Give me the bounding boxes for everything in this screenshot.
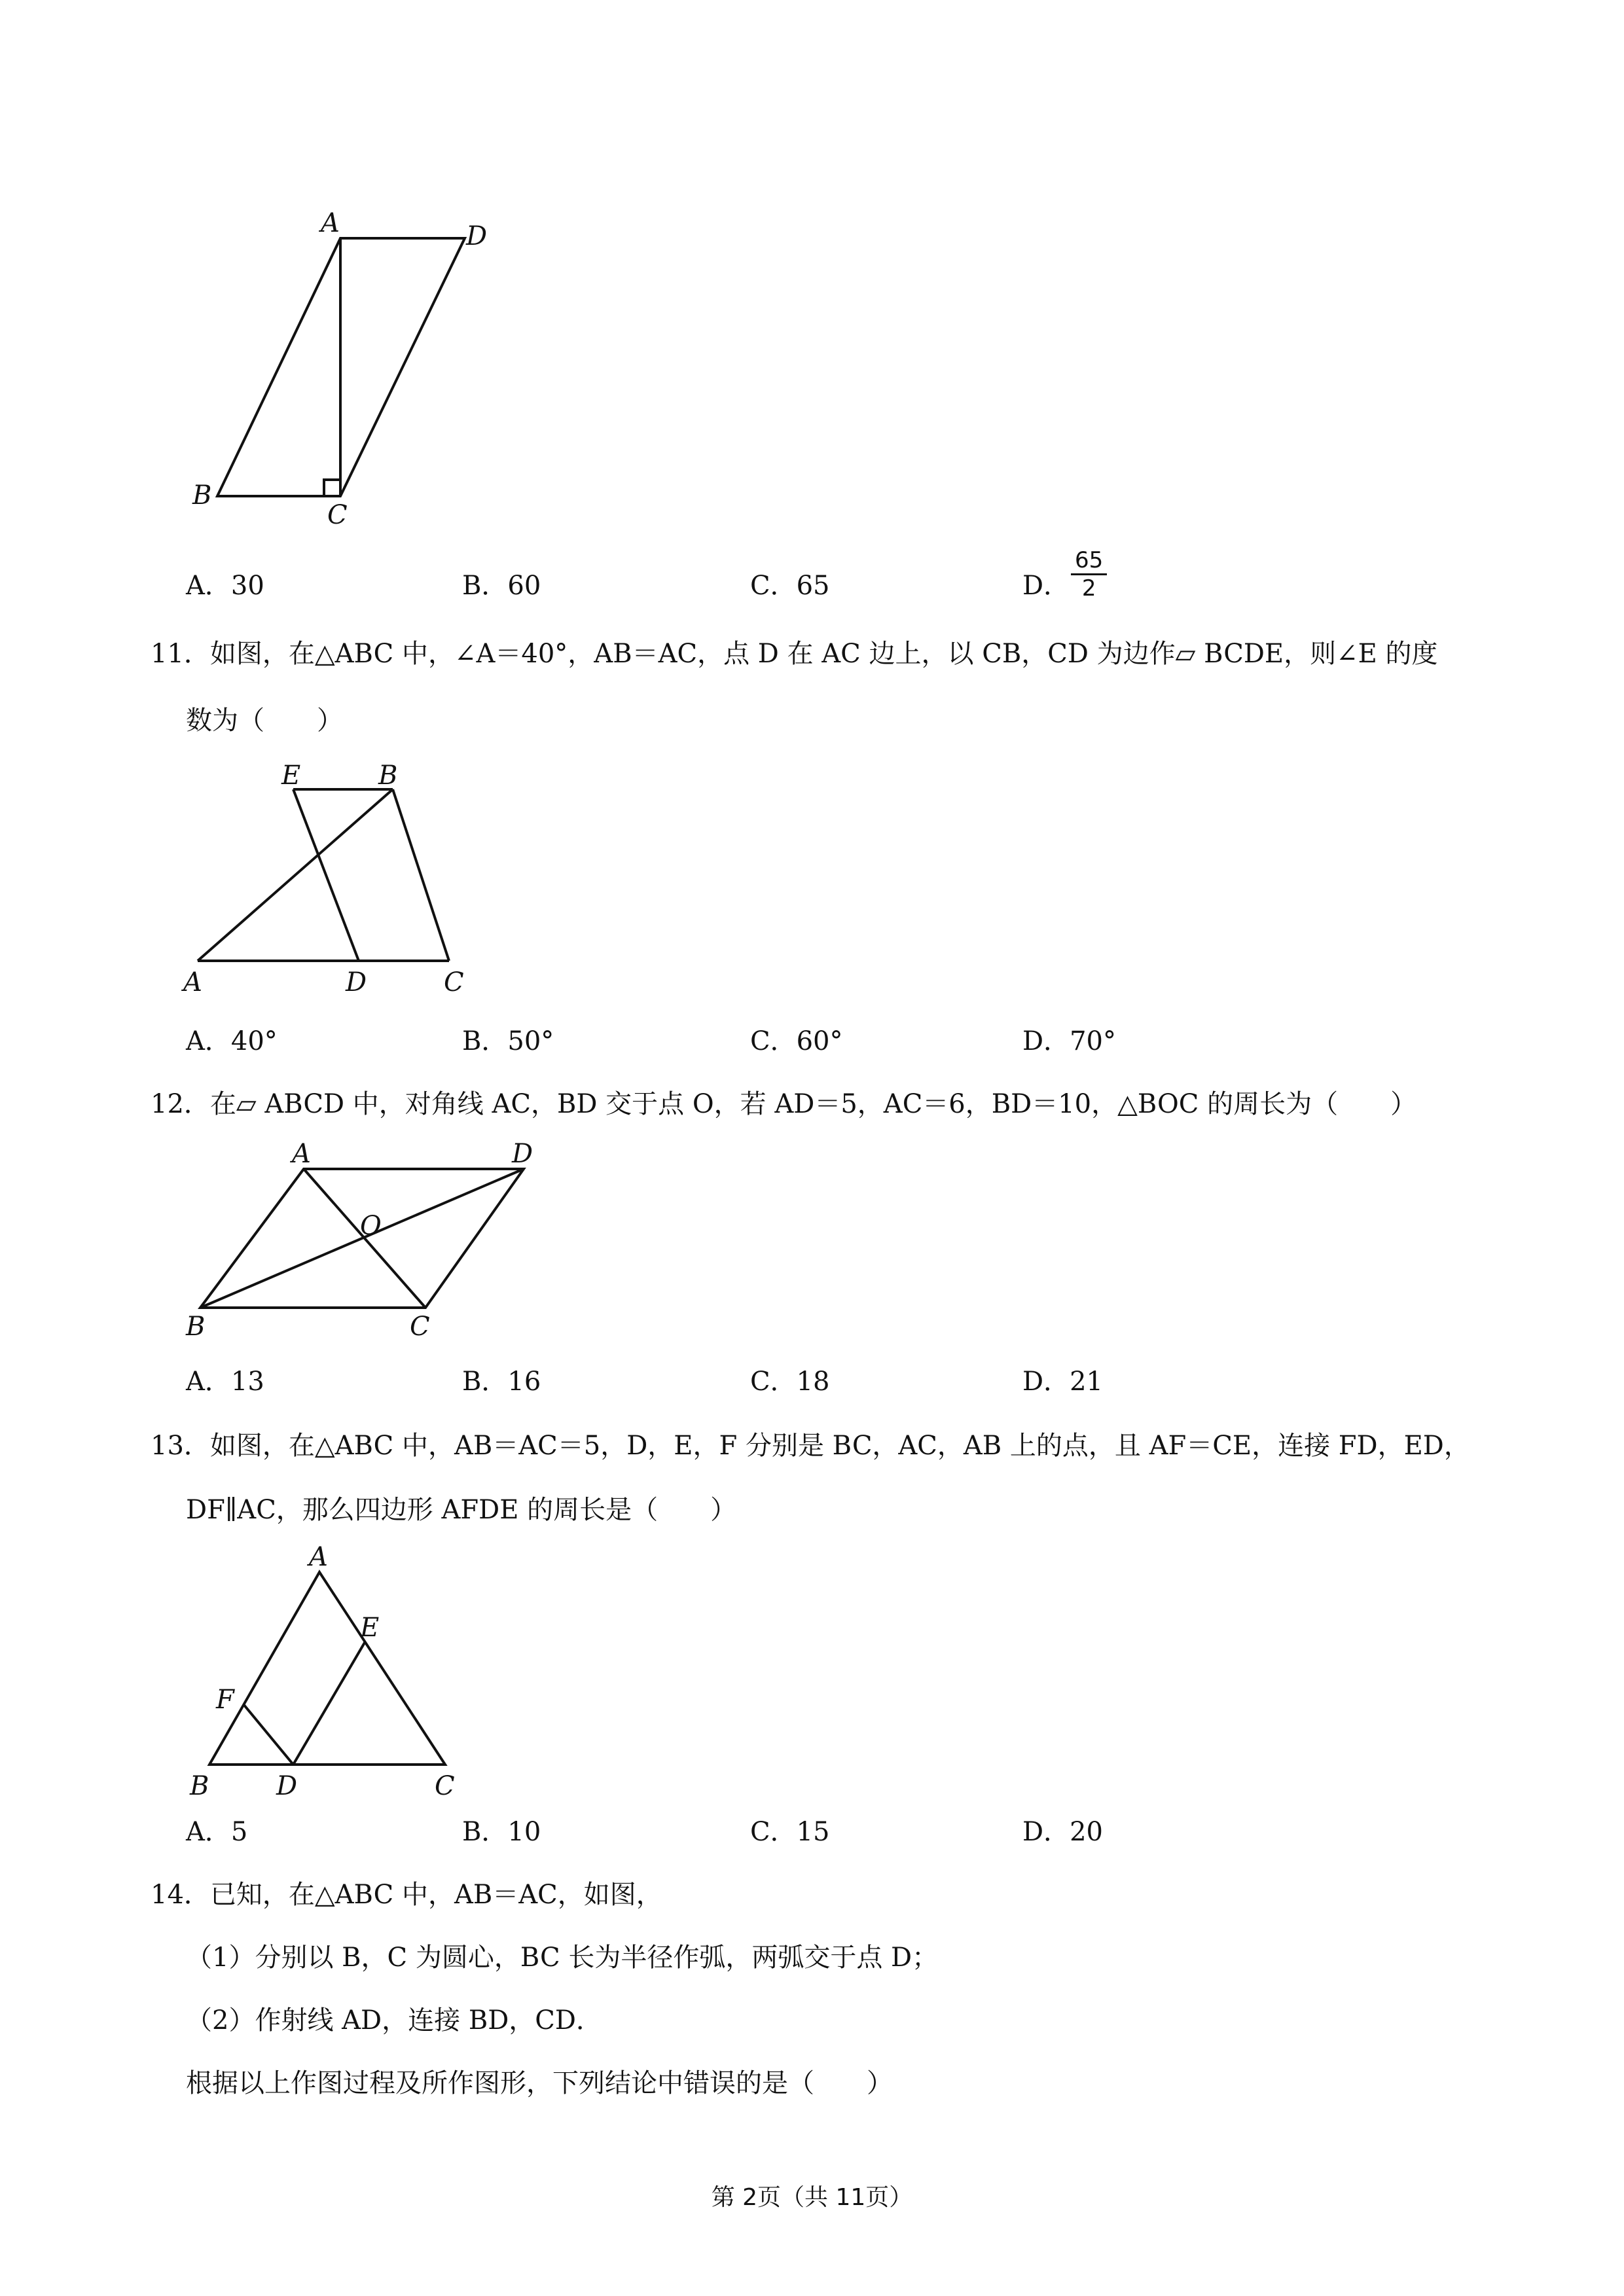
segment-ab (198, 789, 393, 961)
q10-option-b[interactable]: B．60 (462, 571, 541, 601)
figure-q13 (183, 1538, 484, 1813)
label-c: C (327, 500, 348, 530)
q10-option-c[interactable]: C．65 (750, 571, 830, 601)
fraction-denominator: 2 (1081, 575, 1096, 601)
label-e: E (360, 1613, 380, 1643)
segment-de (293, 1641, 365, 1765)
label-c: C (435, 1771, 455, 1801)
q13-option-a[interactable]: A．5 (186, 1817, 248, 1847)
q10-option-a[interactable]: A．30 (186, 571, 264, 601)
label-e: E (281, 761, 301, 791)
label-d: D (512, 1139, 533, 1169)
q12-option-b[interactable]: B．16 (462, 1367, 541, 1397)
label-a: A (183, 967, 202, 997)
q10-option-d[interactable]: D． (1022, 571, 1070, 601)
label-d: D (276, 1771, 298, 1801)
label-c: C (410, 1312, 430, 1342)
q11-option-b[interactable]: B．50° (462, 1026, 554, 1056)
q11-stem-line1: 11．如图，在△ABC 中，∠A＝40°，AB＝AC，点 D 在 AC 边上，以 CB，CD 为边作▱ BCDE，则∠E 的度 (151, 639, 1438, 669)
label-d: D (346, 967, 367, 997)
fraction-numerator: 65 (1071, 547, 1107, 575)
q14-step1: （1）分别以 B，C 为圆心，BC 长为半径作弧，两弧交于点 D； (186, 1943, 939, 1973)
label-b: B (192, 480, 212, 511)
label-b: B (190, 1771, 209, 1801)
label-d: D (466, 221, 488, 251)
q11-option-a[interactable]: A．40° (186, 1026, 278, 1056)
q12-option-a[interactable]: A．13 (186, 1367, 264, 1397)
label-a: A (292, 1139, 311, 1169)
q10-option-d-fraction (1071, 547, 1107, 601)
q13-option-b[interactable]: B．10 (462, 1817, 541, 1847)
q13-stem-line2: DF∥AC，那么四边形 AFDE 的周长是（ ） (186, 1495, 737, 1525)
q11-option-d[interactable]: D．70° (1022, 1026, 1116, 1056)
label-a: A (321, 208, 340, 238)
q13-stem-line1: 13．如图，在△ABC 中，AB＝AC＝5，D，E，F 分别是 BC，AC，AB 上的点，且 AF＝CE，连接 FD，ED， (151, 1431, 1470, 1461)
figure-q10 (183, 196, 524, 550)
q13-option-d[interactable]: D．20 (1022, 1817, 1103, 1847)
q14-step2: （2）作射线 AD，连接 BD，CD． (186, 2005, 602, 2036)
q14-stem-line3: 根据以上作图过程及所作图形，下列结论中错误的是（ ） (186, 2068, 893, 2098)
label-b: B (378, 761, 398, 791)
label-o: O (360, 1211, 382, 1241)
figure-q12 (177, 1139, 569, 1348)
segment-bc (393, 789, 449, 961)
page-footer: 第 2页（共 11页） (711, 2184, 913, 2211)
q11-stem-line2: 数为（ ） (186, 706, 343, 736)
right-angle-mark (324, 480, 340, 496)
q12-option-c[interactable]: C．18 (750, 1367, 830, 1397)
label-a: A (309, 1542, 328, 1572)
label-b: B (186, 1312, 206, 1342)
triangle-abc (209, 1572, 445, 1765)
q13-option-c[interactable]: C．15 (750, 1817, 830, 1847)
label-c: C (444, 967, 464, 997)
segment-ed (293, 789, 359, 961)
figure-q11 (177, 753, 491, 1001)
q14-stem-line1: 14．已知，在△ABC 中，AB＝AC，如图， (151, 1880, 662, 1910)
q11-option-c[interactable]: C．60° (750, 1026, 843, 1056)
segment-fd (244, 1704, 293, 1765)
q12-option-d[interactable]: D．21 (1022, 1367, 1103, 1397)
q12-stem-line1: 12．在▱ ABCD 中，对角线 AC，BD 交于点 O，若 AD＝5，AC＝6，BD＝10，△BOC 的周长为（ ） (151, 1089, 1417, 1119)
label-f: F (216, 1685, 234, 1715)
